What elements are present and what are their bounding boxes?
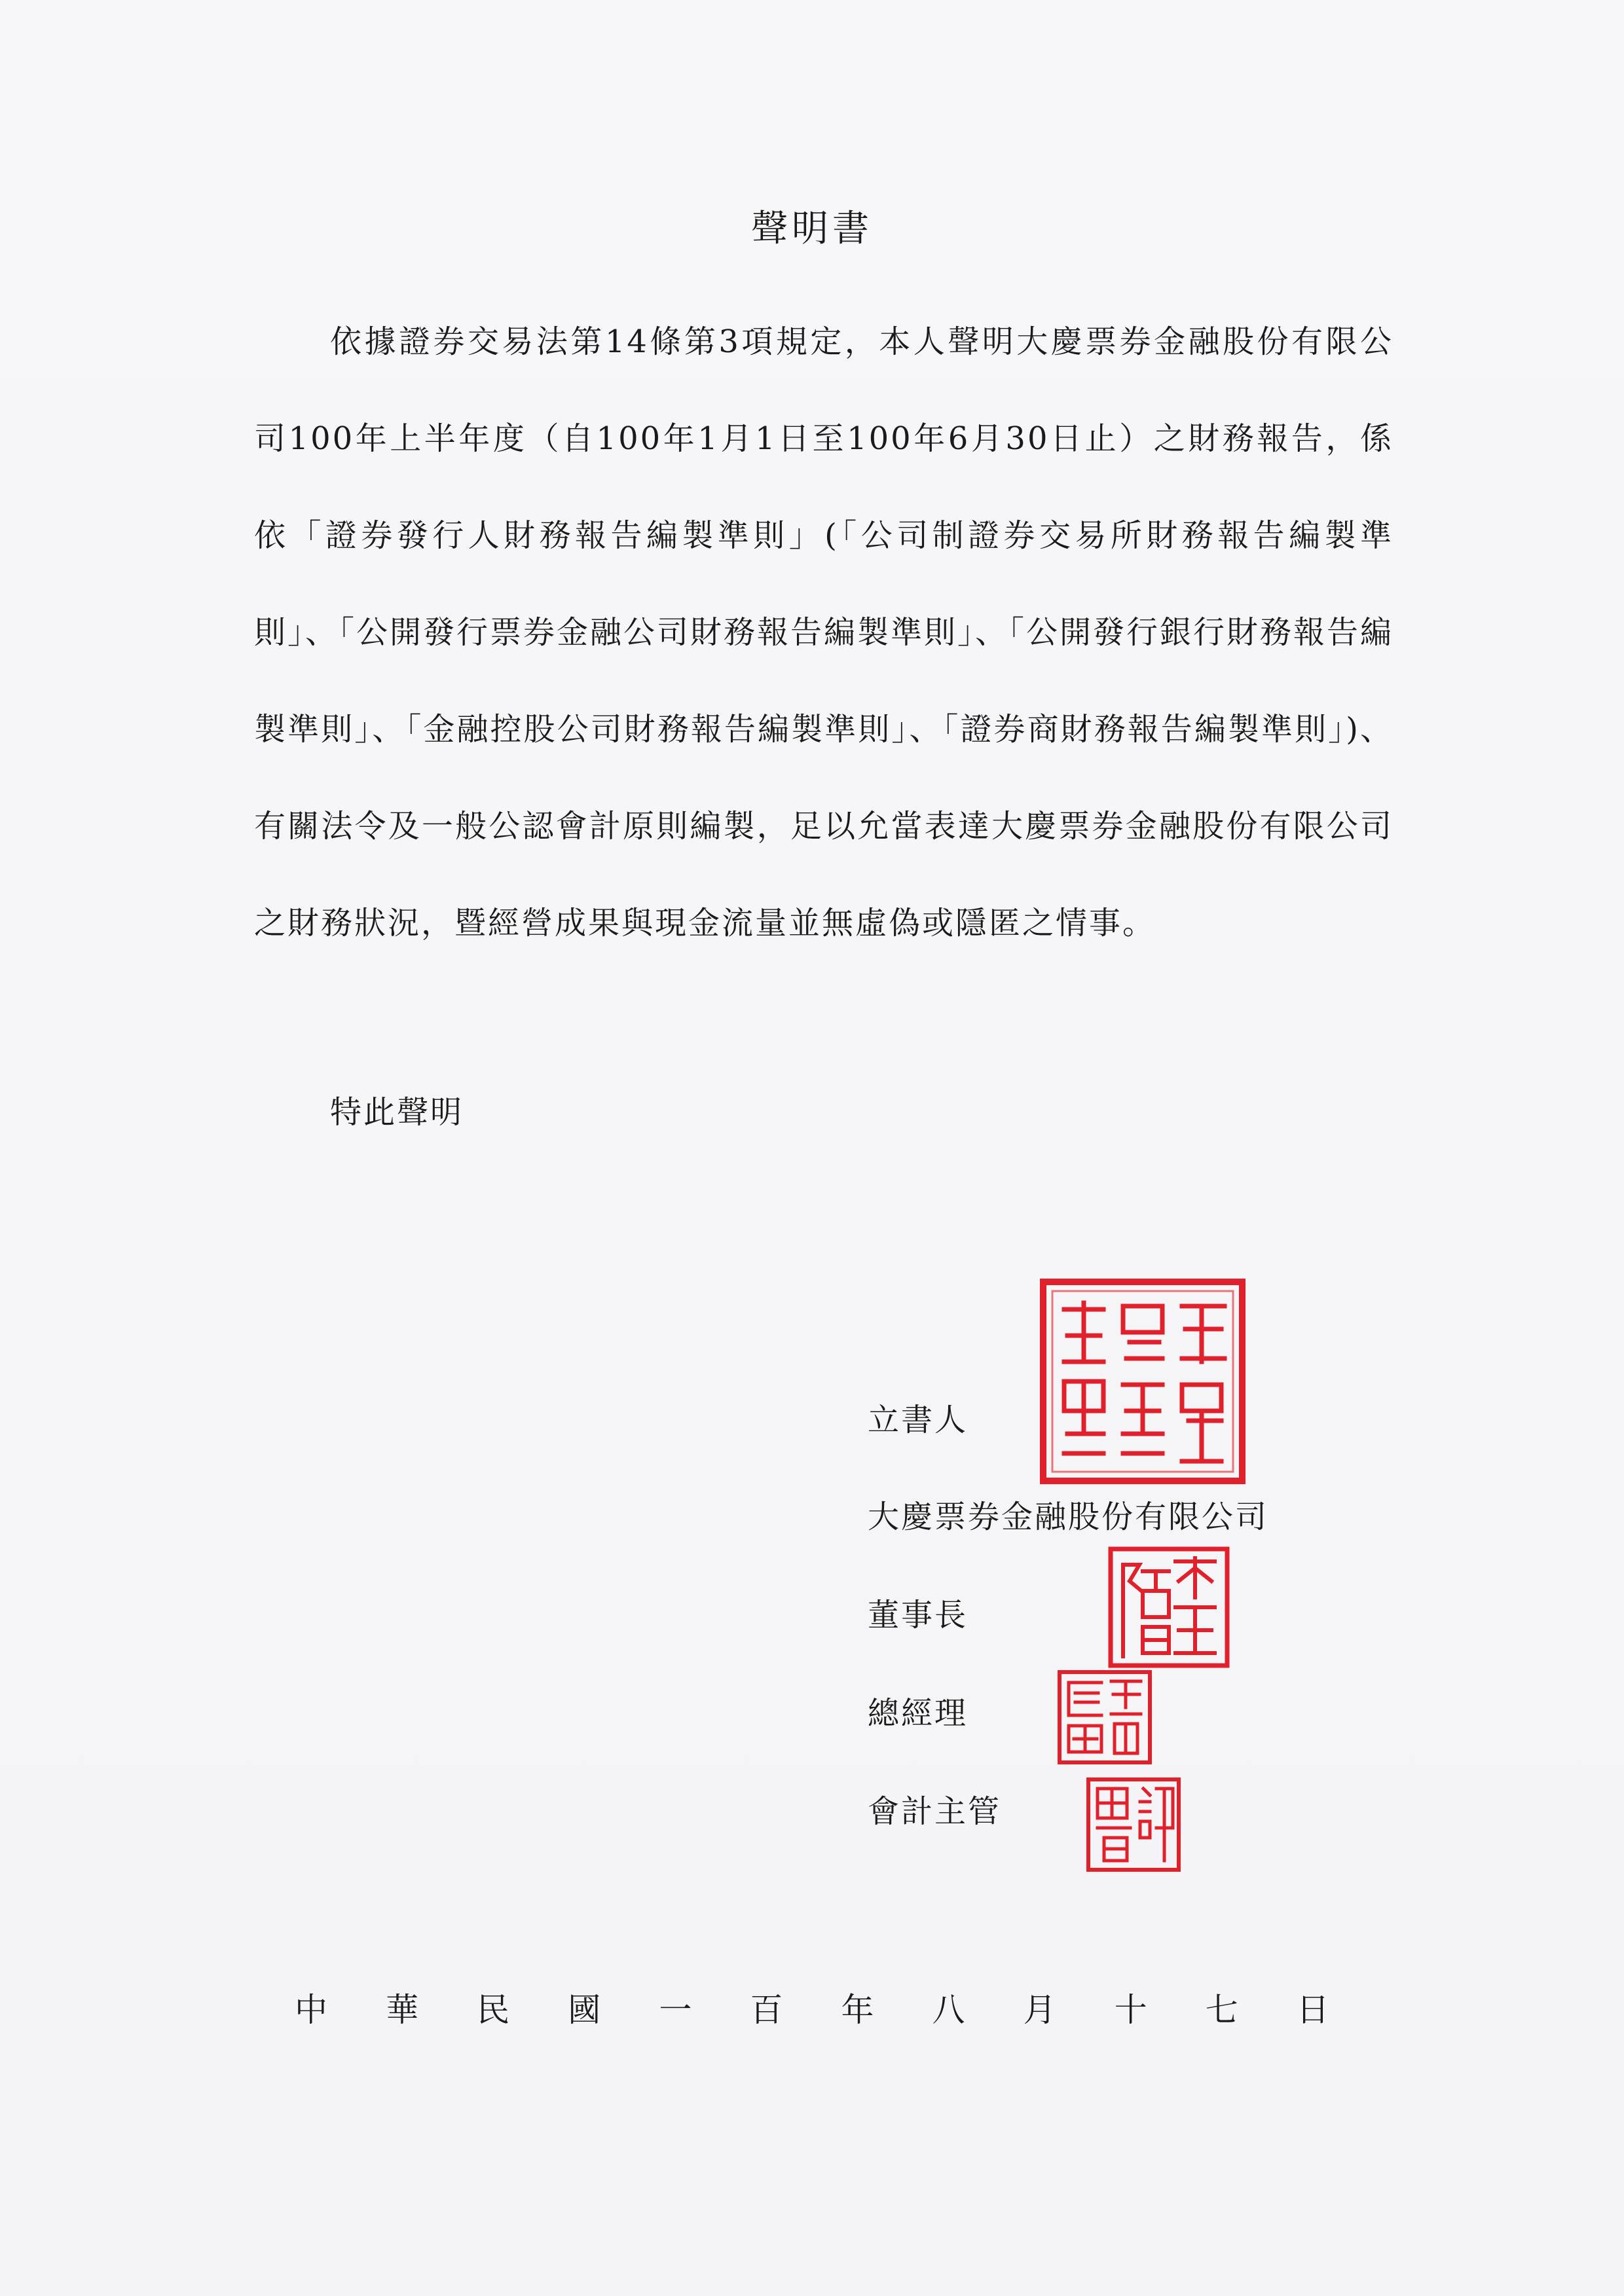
declarant-label: 立書人	[868, 1402, 969, 1438]
chairman-seal	[1107, 1545, 1231, 1669]
date-char: 民	[477, 1991, 510, 2029]
closing-statement: 特此聲明	[330, 1094, 464, 1131]
date-char: 七	[1205, 1991, 1238, 2029]
date-char: 國	[568, 1991, 601, 2029]
document-title: 聲明書	[751, 208, 873, 250]
company-name: 大慶票券金融股份有限公司	[868, 1499, 1269, 1535]
date-char: 八	[932, 1991, 965, 2029]
date-char: 十	[1114, 1991, 1147, 2029]
accounting-head-seal	[1084, 1776, 1183, 1874]
declaration-body	[254, 293, 1393, 972]
date-char: 一	[659, 1991, 692, 2029]
date-char: 年	[841, 1991, 874, 2029]
date-char: 百	[750, 1991, 783, 2029]
company-seal	[1038, 1277, 1247, 1486]
date-char: 中	[295, 1991, 327, 2029]
general-manager-seal	[1056, 1668, 1154, 1766]
accounting-head-label: 會計主管	[868, 1793, 1002, 1830]
date-char: 日	[1296, 1991, 1329, 2029]
chairman-label: 董事長	[868, 1597, 969, 1633]
document-date	[295, 1984, 1329, 2031]
date-char: 華	[386, 1991, 419, 2029]
general-manager-label: 總經理	[868, 1695, 969, 1732]
declaration-paragraph: 依據證券交易法第14條第3項規定，本人聲明大慶票券金融股份有限公司100年上半年度（自100年1月1日至100年6月30日止）之財務報告，係依「證券發行人財務報告編製準則」(「公司制證券交易所財務報告編製準則」、「公開發行票券金融公司財務報告編製準則」、「公開發行銀行財務報告編製準則」、「金融控股公司財務報告編製準則」、「證券商財務報告編製準則」)、有關法令及一般公認會計原則編製，足以允當表達大慶票券金融股份有限公司之財務狀況，暨經營成果與現金流量並無虛偽或隱匿之情事。	[254, 323, 1394, 941]
date-char: 月	[1023, 1991, 1056, 2029]
